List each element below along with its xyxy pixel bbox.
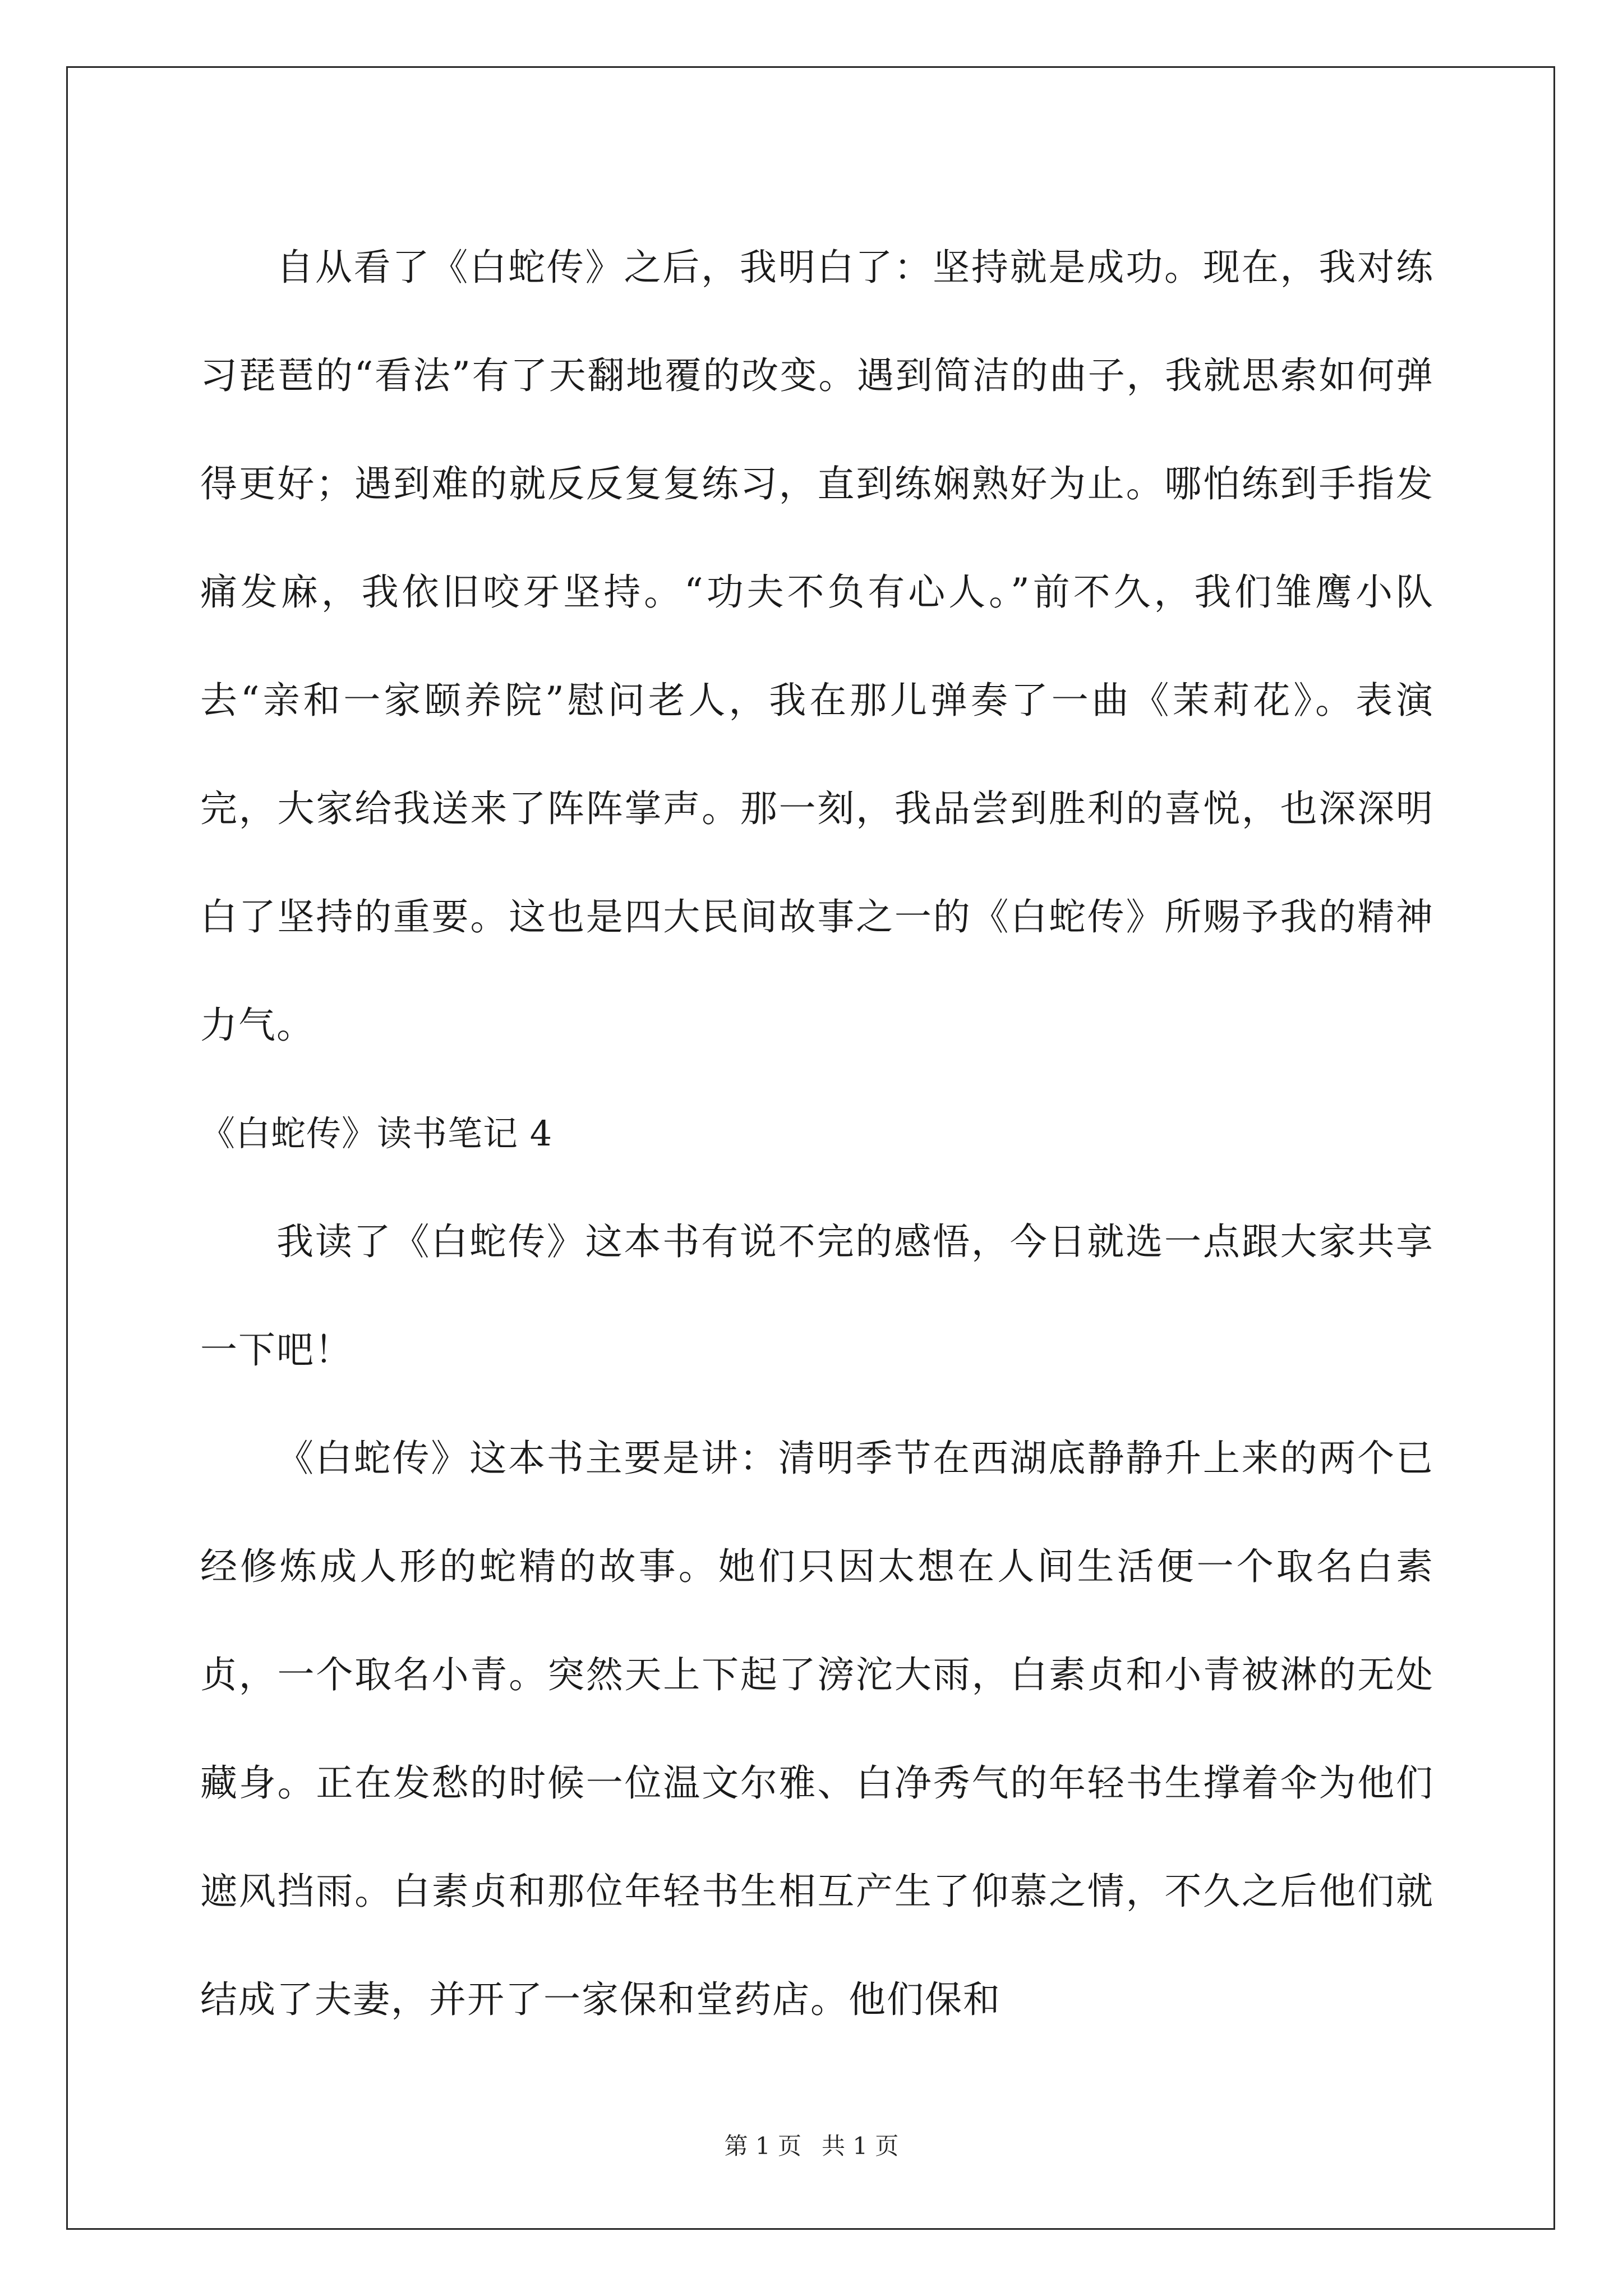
section-heading: 《白蛇传》读书笔记 4 (200, 1113, 553, 1154)
page-number: 第 1 页 (724, 2132, 801, 2160)
paragraph-2: 我读了《白蛇传》这本书有说不完的感悟，今日就选一点跟大家共享一下吧！ (200, 1220, 1434, 1372)
paragraph-1: 自从看了《白蛇传》之后，我明白了：坚持就是成功。现在，我对练习琵琶的“看法”有了天翻地覆的改变。遇到简洁的曲子，我就思索如何弹得更好；遇到难的就反反复复练习，直到练娴熟好为止。哪怕练到手指发痛发麻，我依旧咬牙坚持。“功夫不负有心人。”前不久，我们雏鹰小队去“亲和一家颐养院”慰问老人，我在那儿弹奏了一曲《茉莉花》。表演完，大家给我送来了阵阵掌声。那一刻，我品尝到胜利的喜悦，也深深明白了坚持的重要。这也是四大民间故事之一的《白蛇传》所赐予我的精神力气。 (200, 246, 1434, 1047)
paragraph-3: 《白蛇传》这本书主要是讲：清明季节在西湖底静静升上来的两个已经修炼成人形的蛇精的故事。她们只因太想在人间生活便一个取名白素贞，一个取名小青。突然天上下起了滂沱大雨，白素贞和小青被淋的无处藏身。正在发愁的时候一位温文尔雅、白净秀气的年轻书生撑着伞为他们遮风挡雨。白素贞和那位年轻书生相互产生了仰慕之情，不久之后他们就结成了夫妻，并开了一家保和堂药店。他们保和 (200, 1437, 1434, 2021)
page-total: 共 1 页 (822, 2132, 899, 2160)
document-body (200, 213, 1434, 2054)
page-footer (0, 2129, 1623, 2163)
